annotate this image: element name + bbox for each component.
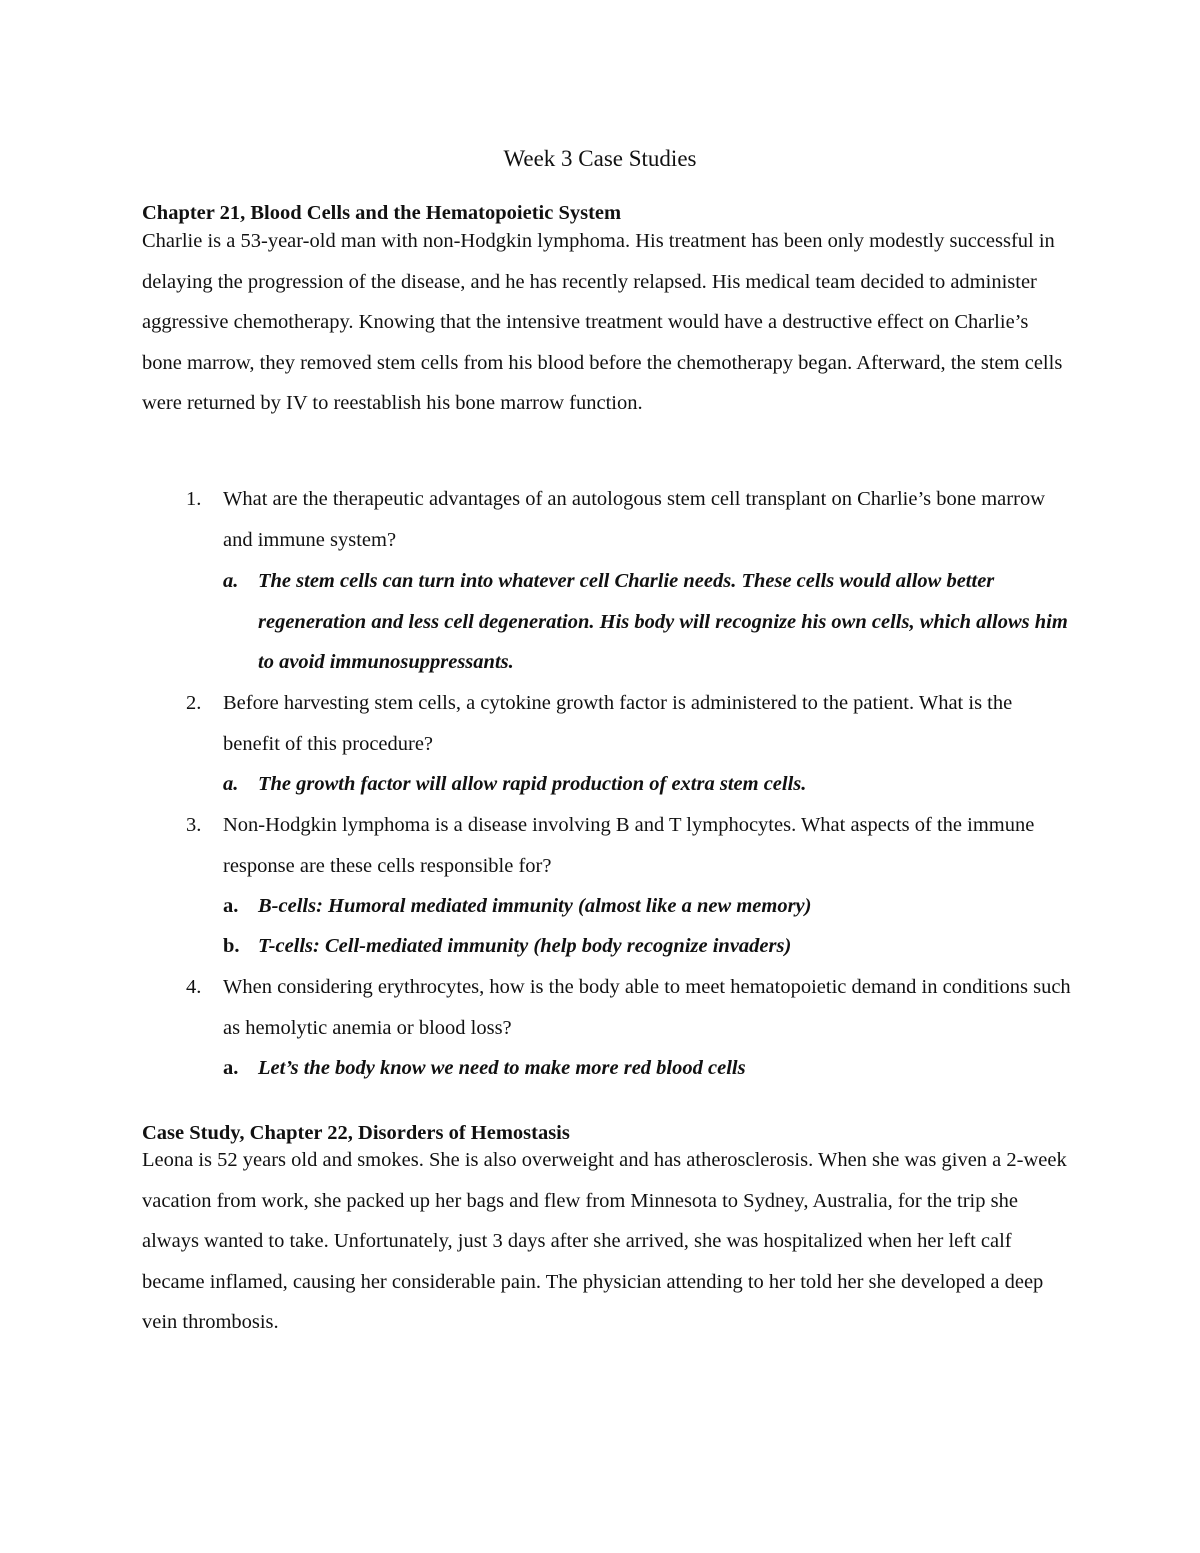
answer-text: Let’s the body know we need to make more red blood cells	[258, 1057, 746, 1079]
question-number: 3.	[186, 814, 202, 836]
question-number: 2.	[186, 692, 202, 714]
question-text: When considering erythrocytes, how is the body able to meet hematopoietic demand in conditions such as hemolytic anemia or blood loss?	[223, 976, 1071, 1039]
question-text: Before harvesting stem cells, a cytokine growth factor is administered to the patient. What is the benefit of this procedure?	[223, 692, 1013, 755]
question-text: What are the therapeutic advantages of an autologous stem cell transplant on Charlie’s bone marrow and immune system?	[223, 488, 1045, 551]
answer-text: The growth factor will allow rapid production of extra stem cells.	[258, 773, 807, 795]
section-heading-chapter-21: Chapter 21, Blood Cells and the Hematopoietic System	[142, 202, 622, 224]
answer-label: b.	[223, 935, 240, 957]
answer-text: The stem cells can turn into whatever cell Charlie needs. These cells would allow better regeneration and less cell degeneration. His body will recognize his own cells, which allows him to avoid immunosuppressants.	[258, 570, 1068, 674]
answer-text: T-cells: Cell-mediated immunity (help body recognize invaders)	[258, 935, 792, 957]
answer-label: a.	[223, 570, 239, 592]
page-title: Week 3 Case Studies	[503, 146, 697, 171]
case-paragraph-charlie: Charlie is a 53-year-old man with non-Hodgkin lymphoma. His treatment has been only modestly successful in delaying the progression of the disease, and he has recently relapsed. His medical team decided to administer aggressive chemotherapy. Knowing that the intensive treatment would have a destructive effect on Charlie’s bone marrow, they removed stem cells from his blood before the chemotherapy began. Afterward, the stem cells were returned by IV to reestablish his bone marrow function.	[142, 230, 1063, 415]
answer-label: a.	[223, 895, 239, 917]
answer-label: a.	[223, 1057, 239, 1079]
question-number: 4.	[186, 976, 202, 998]
answer-label: a.	[223, 773, 239, 795]
answer-text: B-cells: Humoral mediated immunity (almost like a new memory)	[258, 895, 812, 917]
case-paragraph-leona: Leona is 52 years old and smokes. She is also overweight and has atherosclerosis. When she was given a 2-week vacation from work, she packed up her bags and flew from Minnesota to Sydney, Australia, for the trip she always wanted to take. Unfortunately, just 3 days after she arrived, she was hospitalized when her left calf became inflamed, causing her considerable pain. The physician attending to her told her she developed a deep vein thrombosis.	[142, 1149, 1067, 1334]
section-heading-chapter-22: Case Study, Chapter 22, Disorders of Hemostasis	[142, 1122, 570, 1144]
question-text: Non-Hodgkin lymphoma is a disease involving B and T lymphocytes. What aspects of the immune response are these cells responsible for?	[223, 814, 1035, 877]
question-number: 1.	[186, 488, 202, 510]
